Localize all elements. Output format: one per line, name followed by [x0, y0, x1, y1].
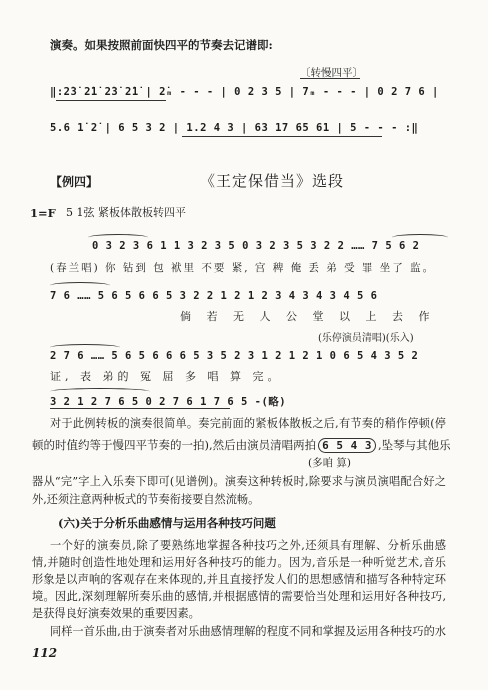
- para2-line3: 形象是以声响的客观存在来体现的,并且直接抒发人们的思想感情和描写各种特定环: [32, 573, 446, 586]
- para1-line2a: 顿的时值约等于慢四平节奏的一拍),然后由演员清唱两拍: [32, 438, 317, 452]
- key-signature: 1=F: [30, 206, 56, 220]
- para2-line4: 境。因此,深刻理解所奏乐曲的感情,并根据感情的需要恰当处理和运用好各种技巧,: [32, 590, 446, 603]
- inline-sub-label: (多咱 算): [308, 457, 352, 469]
- score1-line2: 5.6 1̇ 2̇ | 6 5 3 2 | 1.2 4 3 | 63 17 65 61 | 5 - - - :‖: [50, 122, 419, 134]
- score2-row4-notes: 3 2 1 2 7 6 5 0 2 7 6 1 7 6 5 -(略): [50, 396, 287, 408]
- slur: [88, 234, 148, 241]
- para1-line2-start: [32, 438, 451, 453]
- page-number: 112: [32, 646, 58, 660]
- underline-beat: [50, 408, 230, 409]
- score1-line1: ‖:2̇3̇ 2̇1̇ 2̇3̇ 2̇1̇ | 2̇ₘ - - - | 0 2 3 5 | 7ₘ - - - | 0 2 7 6 |: [50, 86, 439, 98]
- inline-notes: 6 5 4 3: [318, 438, 376, 453]
- score2-row1-lyrics: (春兰唱) 你 钻到 包 袱里 不要 紧, 宫 稗 俺 丢 弟 受 罪 坐了 监。: [50, 262, 436, 274]
- intro-line: 演奏。如果按照前面快四平的节奏去记谱即:: [50, 38, 273, 52]
- para1-line2b: ,坠琴与其他乐: [378, 438, 451, 452]
- score2-row3-aside: (乐停演员清唱)(乐入): [318, 333, 414, 344]
- example-title: 《王定保借当》选段: [200, 172, 345, 190]
- score2-row3-lyrics: 证, 表 弟的 冤 屈 多 唱 算 完。: [50, 370, 283, 383]
- para3-line1: 同样一首乐曲,由于演奏者对乐曲感情理解的程度不同和掌握及运用各种技巧的水: [50, 625, 446, 638]
- slur: [392, 234, 448, 241]
- score2-row1-notes: 0 3 2 3 6 1 1 3 2 3 5 0 3 2 3 5 3 2 2 …… 7 5 6 2: [92, 240, 420, 252]
- slur: [50, 282, 110, 289]
- underline-beat: [56, 100, 166, 101]
- para1-line4: 外,还须注意两种板式的节奏衔接要自然流畅。: [32, 493, 260, 506]
- para2-line2: 情,并随时创造性地处理和运用好各种技巧的能力。因为,音乐是一种听觉艺术,音乐: [32, 556, 446, 569]
- score2-row2-notes: 7 6 …… 5 6 5 6 6 5 3 2 2 1 2 1 2 3 4 3 4 3 4 5 6: [50, 290, 378, 302]
- instrument-note: 5 1弦 紧板体散板转四平: [66, 206, 186, 219]
- section-heading: (六)关于分析乐曲感情与运用各种技巧问题: [58, 516, 276, 530]
- marking-bracket: [300, 78, 360, 79]
- tempo-marking: 〔转慢四平〕: [300, 67, 363, 79]
- para2-line5: 是获得良好演奏效果的重要因素。: [32, 607, 200, 620]
- para1-line1: 对于此例转板的演奏很简单。奏完前面的紧板体散板之后,有节奏的稍作停顿(停: [50, 417, 446, 430]
- para1-line3: 器从“完”字上入乐奏下即可(见谱例)。演奏这种转板时,除要求与演员演唱配合好之: [32, 475, 446, 488]
- score2-row3-notes: 2 7 6 …… 5 6 5 6 6 6 5 3 5 2 3 1 2 1 2 1 0 6 5 4 3 5 2: [50, 350, 419, 362]
- example-label: 【例四】: [50, 175, 99, 189]
- para2-line1: 一个好的演奏员,除了要熟练地掌握各种技巧之外,还须具有理解、分析乐曲感: [50, 539, 446, 552]
- score2-row2-lyrics: 倘 若 无 人 公 堂 以 上 去 作: [180, 310, 436, 323]
- underline-beat: [182, 136, 382, 137]
